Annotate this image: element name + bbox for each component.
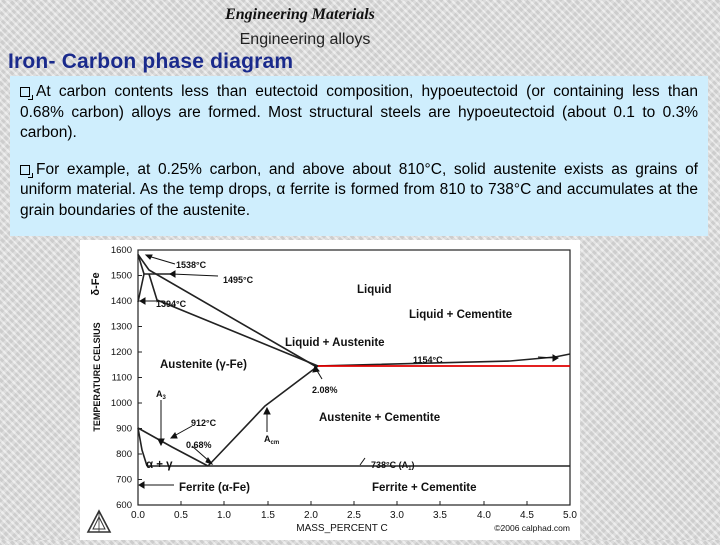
y-tick-1200: 1200 [110,347,132,358]
checkbox-bullet-icon [20,87,30,97]
x-tick-5.0: 5.0 [563,510,577,521]
y-axis-label: TEMPERATURE CELSIUS [92,322,102,432]
label-1154: 1154°C [413,355,443,365]
label-0.68: 0.68% [186,440,212,450]
y-tick-1500: 1500 [110,270,132,282]
x-tick-1.0: 1.0 [217,510,231,521]
y-tick-1300: 1300 [110,321,132,333]
x-tick-0.0: 0.0 [131,510,145,521]
region-ferrite: Ferrite (α-Fe) [179,482,250,494]
slide-title: Iron- Carbon phase diagram [8,50,294,73]
label-2.08: 2.08% [312,385,338,395]
x-axis-label: MASS_PERCENT C [296,523,388,534]
region-liquid-cementite: Liquid + Cementite [409,309,513,321]
region-alpha-gamma: α + γ [146,459,173,471]
label-738: 738°C $(A_1)$ [371,460,415,472]
region-ferrite-cementite: Ferrite + Cementite [372,482,477,494]
label-1495: 1495°C [223,275,254,285]
annotation-arrows [139,255,558,488]
bullet-text-1: At carbon contents less than eutectoid composition, hypoeutectoid (or containing less than 0.68% carbon) alloys are formed. Most structural steels are hypoeutectoid (about 0.1 to 0.3% carbon). [20,83,698,141]
y-tick-1600: 1600 [110,245,132,256]
phase-diagram [80,240,580,540]
x-tick-3.0: 3.0 [390,510,404,521]
checkbox-bullet-icon [20,165,30,175]
y-tick-900: 900 [116,423,132,435]
label-a3: $A_3$ [156,389,166,401]
phase-diagram-svg [80,240,580,540]
x-tick-4.0: 4.0 [477,510,491,521]
y-tick-1400: 1400 [110,296,132,307]
x-tick-4.5: 4.5 [520,510,534,521]
bullet-item-2 [20,160,698,222]
label-1394: 1394°C [156,299,187,309]
acm-line [208,366,318,466]
delta-fe-label: δ-Fe [90,272,102,296]
y-tick-600: 600 [116,500,132,511]
header-title: Engineering Materials [225,6,375,23]
label-912: 912°C [191,418,217,428]
y-tick-800: 800 [116,449,132,460]
x-tick-3.5: 3.5 [433,510,447,521]
y-tick-1000: 1000 [110,398,132,409]
x-tick-2.0: 2.0 [304,510,318,521]
copyright-text: ©2006 calphad.com [494,523,570,533]
x-tick-2.5: 2.5 [347,510,361,521]
region-liquid: Liquid [357,284,392,296]
header-subtitle: Engineering alloys [239,31,371,48]
region-liquid-austenite: Liquid + Austenite [285,337,385,349]
label-1538: 1538°C [176,260,207,270]
bullet-text-box [10,76,708,236]
y-tick-700: 700 [116,474,132,486]
label-acm: $A_{cm}$ [264,434,280,446]
bullet-text-2: For example, at 0.25% carbon, and above about 810°C, solid austenite exists as grains of uniform material. As the temp drops, α ferrite is formed from 810 to 738°C and accumulates at the grain boundaries of the austenite. [20,160,698,219]
calphad-logo-icon [86,509,112,535]
y-tick-1100: 1100 [111,372,132,384]
bullet-item-1 [20,82,698,144]
region-austenite-cementite: Austenite + Cementite [319,412,441,424]
region-austenite: Austenite (γ-Fe) [160,359,247,371]
x-tick-0.5: 0.5 [174,510,188,521]
x-tick-1.5: 1.5 [261,510,275,521]
liquidus-line [138,255,315,367]
